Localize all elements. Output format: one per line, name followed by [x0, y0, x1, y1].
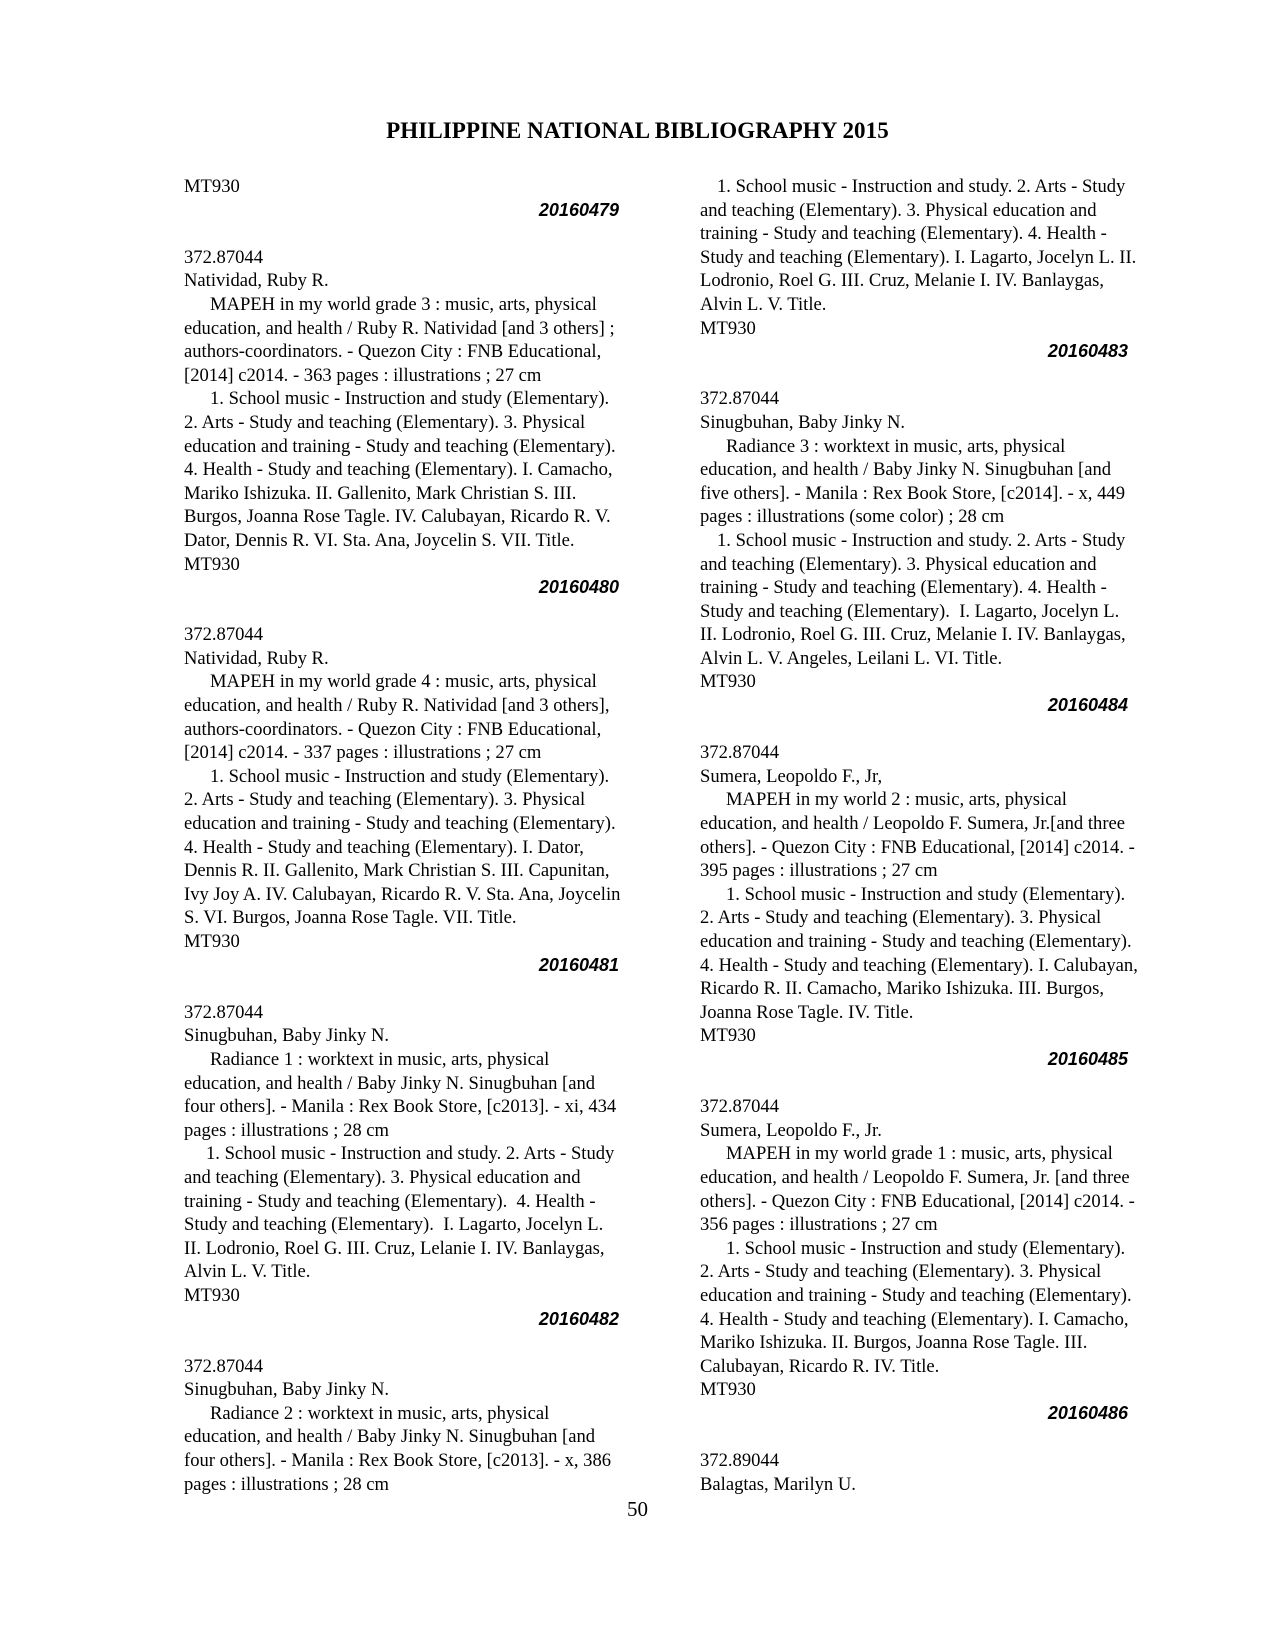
- spacer: [700, 718, 1190, 742]
- subject-line: Calubayan, Ricardo R. IV. Title.: [700, 1355, 940, 1377]
- description-line: others]. - Quezon City : FNB Educational, [2014] c2014. -: [700, 1190, 1135, 1212]
- record-number: 20160484: [1047, 695, 1128, 716]
- classification-number: 372.89044: [700, 1450, 780, 1472]
- subject-line: II. Lodronio, Roel G. III. Cruz, Melanie I. IV. Banlaygas,: [700, 624, 1126, 646]
- classification-number: 372.87044: [184, 624, 264, 646]
- description-line: Radiance 1 : worktext in music, arts, physical: [210, 1048, 550, 1070]
- subject-line: Alvin L. V. Angeles, Leilani L. VI. Title.: [700, 647, 1003, 669]
- description-line: five others]. - Manila : Rex Book Store, [c2014]. - x, 449: [700, 482, 1125, 504]
- description-line: four others]. - Manila : Rex Book Store, [c2013]. - xi, 434: [184, 1096, 617, 1118]
- subject-line: Study and teaching (Elementary). I. Lagarto, Jocelyn L.: [184, 1214, 604, 1236]
- description-line: [2014] c2014. - 337 pages : illustrations ; 27 cm: [184, 742, 542, 764]
- call-number: MT930: [184, 176, 240, 197]
- call-number: MT930: [700, 1379, 756, 1401]
- subject-line: education and training - Study and teaching (Elementary).: [184, 435, 616, 457]
- description-line: MAPEH in my world 2 : music, arts, physical: [726, 789, 1067, 811]
- description-line: Radiance 3 : worktext in music, arts, physical: [726, 435, 1066, 457]
- subject-line: Joanna Rose Tagle. IV. Title.: [700, 1001, 914, 1023]
- subject-line: 1. School music - Instruction and study (Elementary).: [726, 883, 1126, 905]
- classification-number: 372.87044: [184, 1355, 264, 1377]
- description-line: education, and health / Leopoldo F. Sumera, Jr.[and three: [700, 813, 1126, 835]
- description-line: 356 pages : illustrations ; 27 cm: [700, 1214, 938, 1236]
- subject-line: Lodronio, Roel G. III. Cruz, Melanie I. IV. Banlaygas,: [700, 270, 1104, 292]
- description-line: pages : illustrations ; 28 cm: [184, 1119, 390, 1141]
- right-column: [700, 175, 1190, 1496]
- description-line: education, and health / Leopoldo F. Sumera, Jr. [and three: [700, 1166, 1130, 1188]
- subject-line: 2. Arts - Study and teaching (Elementary). 3. Physical: [184, 411, 586, 433]
- subject-line: Mariko Ishizuka. II. Burgos, Joanna Rose Tagle. III.: [700, 1332, 1088, 1354]
- subject-line: Study and teaching (Elementary). I. Lagarto, Jocelyn L. II.: [700, 246, 1137, 268]
- author: Sinugbuhan, Baby Jinky N.: [184, 1025, 390, 1047]
- spacer: [184, 222, 669, 246]
- subject-line: II. Lodronio, Roel G. III. Cruz, Lelanie I. IV. Banlaygas,: [184, 1237, 605, 1259]
- subject-line: 1. School music - Instruction and study (Elementary).: [210, 388, 610, 410]
- record-number: 20160482: [538, 1308, 619, 1329]
- subject-line: 2. Arts - Study and teaching (Elementary). 3. Physical: [700, 907, 1102, 929]
- author: Sumera, Leopoldo F., Jr.: [700, 1119, 882, 1141]
- classification-number: 372.87044: [700, 1096, 780, 1118]
- subject-line: training - Study and teaching (Elementary). 4. Health -: [184, 1190, 596, 1212]
- subject-line: Mariko Ishizuka. II. Gallenito, Mark Christian S. III.: [184, 482, 577, 504]
- description-line: authors-coordinators. - Quezon City : FNB Educational,: [184, 341, 602, 363]
- description-line: pages : illustrations (some color) ; 28 cm: [700, 506, 1005, 528]
- subject-line: 4. Health - Study and teaching (Elementary). I. Calubayan,: [700, 954, 1138, 976]
- author: Natividad, Ruby R.: [184, 647, 329, 669]
- subject-line: 1. School music - Instruction and study. 2. Arts - Study: [717, 529, 1126, 551]
- subject-line: education and training - Study and teaching (Elementary).: [700, 931, 1132, 952]
- subject-line: training - Study and teaching (Elementary). 4. Health -: [700, 577, 1107, 599]
- call-number: MT930: [184, 553, 240, 575]
- spacer: [184, 600, 669, 624]
- author: Sinugbuhan, Baby Jinky N.: [700, 411, 906, 433]
- call-number: MT930: [700, 1025, 756, 1047]
- spacer: [184, 1331, 669, 1355]
- classification-number: 372.87044: [700, 388, 780, 410]
- spacer: [700, 1425, 1190, 1449]
- subject-line: 2. Arts - Study and teaching (Elementary). 3. Physical: [184, 789, 586, 811]
- subject-line: and teaching (Elementary). 3. Physical education and: [700, 199, 1097, 221]
- spacer: [184, 977, 669, 1001]
- record-number: 20160479: [538, 199, 619, 220]
- description-line: authors-coordinators. - Quezon City : FNB Educational,: [184, 718, 602, 740]
- call-number: MT930: [700, 317, 756, 339]
- subject-line: education and training - Study and teaching (Elementary).: [700, 1284, 1132, 1306]
- subject-line: Burgos, Joanna Rose Tagle. IV. Calubayan, Ricardo R. V.: [184, 506, 611, 528]
- description-line: education, and health / Ruby R. Natividad [and 3 others] ;: [184, 317, 615, 339]
- subject-line: 2. Arts - Study and teaching (Elementary). 3. Physical: [700, 1261, 1102, 1283]
- description-line: MAPEH in my world grade 4 : music, arts, physical: [210, 671, 597, 693]
- subject-line: Study and teaching (Elementary). I. Lagarto, Jocelyn L.: [700, 600, 1120, 622]
- record-number: 20160483: [1047, 341, 1128, 362]
- description-line: others]. - Quezon City : FNB Educational, [2014] c2014. -: [700, 836, 1135, 858]
- subject-line: 4. Health - Study and teaching (Elementary). I. Camacho,: [184, 459, 613, 481]
- description-line: 395 pages : illustrations ; 27 cm: [700, 860, 938, 882]
- subject-line: 4. Health - Study and teaching (Elementary). I. Dator,: [184, 836, 584, 858]
- subject-line: education and training - Study and teaching (Elementary).: [184, 813, 616, 835]
- subject-line: 1. School music - Instruction and study. 2. Arts - Study: [206, 1143, 615, 1165]
- subject-line: and teaching (Elementary). 3. Physical education and: [184, 1166, 581, 1188]
- record-number: 20160485: [1047, 1048, 1128, 1069]
- spacer: [700, 364, 1190, 388]
- author: Balagtas, Marilyn U.: [700, 1473, 856, 1495]
- subject-line: and teaching (Elementary). 3. Physical education and: [700, 553, 1097, 575]
- left-column: [184, 175, 669, 1496]
- subject-line: Ricardo R. II. Camacho, Mariko Ishizuka. III. Burgos,: [700, 978, 1104, 1000]
- description-line: MAPEH in my world grade 1 : music, arts, physical: [726, 1143, 1113, 1165]
- subject-line: 1. School music - Instruction and study (Elementary).: [210, 765, 610, 787]
- subject-line: Alvin L. V. Title.: [700, 293, 827, 315]
- description-line: four others]. - Manila : Rex Book Store, [c2013]. - x, 386: [184, 1450, 612, 1472]
- subject-line: 4. Health - Study and teaching (Elementary). I. Camacho,: [700, 1308, 1129, 1330]
- description-line: education, and health / Baby Jinky N. Sinugbuhan [and: [184, 1426, 596, 1448]
- record-number: 20160486: [1047, 1402, 1128, 1423]
- author: Sumera, Leopoldo F., Jr,: [700, 765, 883, 787]
- subject-line: Alvin L. V. Title.: [184, 1261, 311, 1283]
- subject-line: Dennis R. II. Gallenito, Mark Christian S. III. Capunitan,: [184, 860, 610, 882]
- description-line: education, and health / Baby Jinky N. Sinugbuhan [and: [700, 459, 1112, 481]
- subject-line: 1. School music - Instruction and study (Elementary).: [726, 1237, 1126, 1259]
- subject-line: 1. School music - Instruction and study. 2. Arts - Study: [717, 176, 1126, 197]
- subject-line: S. VI. Burgos, Joanna Rose Tagle. VII. Title.: [184, 907, 517, 929]
- subject-line: training - Study and teaching (Elementary). 4. Health -: [700, 223, 1107, 245]
- description-line: MAPEH in my world grade 3 : music, arts, physical: [210, 293, 597, 315]
- page-number: 50: [627, 1497, 648, 1521]
- description-line: Radiance 2 : worktext in music, arts, physical: [210, 1402, 550, 1424]
- description-line: education, and health / Baby Jinky N. Sinugbuhan [and: [184, 1072, 596, 1094]
- classification-number: 372.87044: [184, 1001, 264, 1023]
- call-number: MT930: [700, 671, 756, 693]
- subject-line: Dator, Dennis R. VI. Sta. Ana, Joycelin S. VII. Title.: [184, 529, 575, 551]
- subject-line: Ivy Joy A. IV. Calubayan, Ricardo R. V. Sta. Ana, Joycelin: [184, 883, 621, 905]
- author: Sinugbuhan, Baby Jinky N.: [184, 1379, 390, 1401]
- record-number: 20160480: [538, 577, 619, 598]
- record-number: 20160481: [538, 954, 619, 975]
- spacer: [700, 1072, 1190, 1096]
- call-number: MT930: [184, 1284, 240, 1306]
- classification-number: 372.87044: [700, 742, 780, 764]
- call-number: MT930: [184, 931, 240, 952]
- author: Natividad, Ruby R.: [184, 270, 329, 292]
- description-line: [2014] c2014. - 363 pages : illustrations ; 27 cm: [184, 364, 542, 386]
- description-line: pages : illustrations ; 28 cm: [184, 1473, 390, 1495]
- classification-number: 372.87044: [184, 246, 264, 268]
- page-title: PHILIPPINE NATIONAL BIBLIOGRAPHY 2015: [386, 118, 889, 143]
- description-line: education, and health / Ruby R. Natividad [and 3 others],: [184, 695, 610, 717]
